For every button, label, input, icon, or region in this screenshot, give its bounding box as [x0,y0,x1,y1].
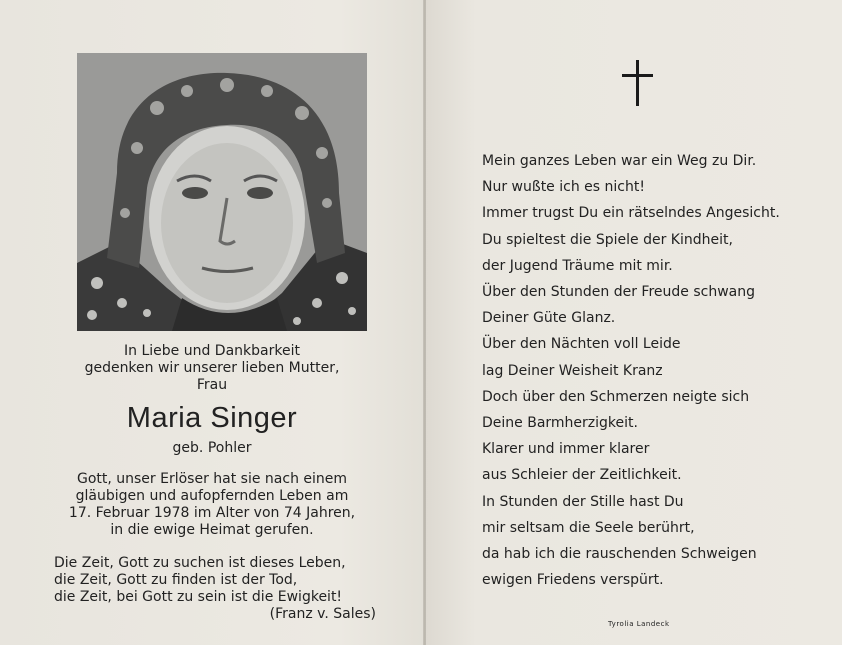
printer-imprint: Tyrolia Landeck [608,620,670,628]
poem-line: Über den Stunden der Freude schwang [482,284,755,301]
poem [482,148,780,593]
poem-line: da hab ich die rauschenden Schweigen [482,546,757,563]
poem-line: Klarer und immer klarer [482,441,650,458]
quote-line: Die Zeit, Gott zu suchen ist dieses Leben, [54,555,346,571]
poem-line: Immer trugst Du ein rätselndes Angesicht. [482,205,780,222]
poem-line: Nur wußte ich es nicht! [482,179,645,196]
quote-line: die Zeit, Gott zu finden ist der Tod, [54,572,298,588]
intro-line: gedenken wir unserer lieben Mutter, [84,360,340,376]
poem-line: lag Deiner Weisheit Kranz [482,362,663,379]
poem-line: Über den Nächten voll Leide [482,336,681,353]
poem-line: mir seltsam die Seele berührt, [482,519,695,536]
intro-text [0,343,424,394]
poem-line: Deiner Güte Glanz. [482,310,616,327]
intro-line: Frau [196,377,228,393]
poem-line: Doch über den Schmerzen neigte sich [482,388,750,405]
maiden-name: geb. Pohler [172,440,252,456]
quote-author: (Franz v. Sales) [269,606,376,622]
poem-line: In Stunden der Stille hast Du [482,493,684,510]
deceased-name: Maria Singer [126,402,298,434]
detail-line: gläubigen und aufopfernden Leben am [75,488,349,504]
poem-line: der Jugend Träume mit mir. [482,257,673,274]
detail-line: 17. Februar 1978 im Alter von 74 Jahren, [68,505,356,521]
poem-line: Mein ganzes Leben war ein Weg zu Dir. [482,153,757,169]
quote-block [54,555,376,623]
poem-line: Du spieltest die Spiele der Kindheit, [482,231,733,248]
quote-line: die Zeit, bei Gott zu sein ist die Ewigkeit! [54,589,343,605]
death-details [0,471,424,539]
cross-icon [618,60,658,106]
detail-line: Gott, unser Erlöser hat sie nach einem [76,471,348,487]
poem-line: Deine Barmherzigkeit. [482,415,638,432]
poem-line: ewigen Friedens verspürt. [482,572,664,589]
poem-line: aus Schleier der Zeitlichkeit. [482,467,682,484]
intro-line: In Liebe und Dankbarkeit [124,343,300,359]
portrait-photo [77,53,367,331]
detail-line: in die ewige Heimat gerufen. [110,522,314,538]
